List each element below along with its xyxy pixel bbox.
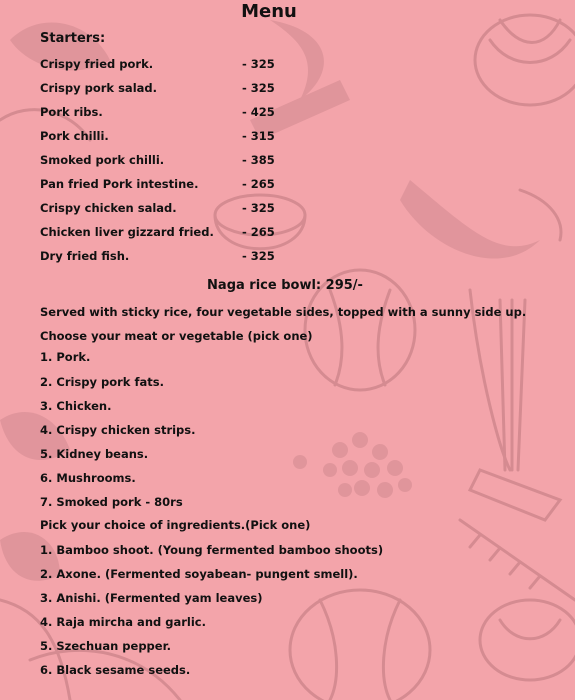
meat-option: 4. Crispy chicken strips. [40, 423, 196, 437]
ingredient-option: 6. Black sesame seeds. [40, 663, 191, 677]
rice-bowl-heading: Naga rice bowl: 295/- [207, 278, 363, 293]
meat-option: 3. Chicken. [40, 399, 112, 413]
starter-item-name: Chicken liver gizzard fried. [40, 225, 214, 239]
starter-item-name: Pork chilli. [40, 129, 109, 143]
meat-option: 2. Crispy pork fats. [40, 375, 164, 389]
ingredient-option: 1. Bamboo shoot. (Young fermented bamboo shoots) [40, 543, 384, 557]
starter-item-name: Crispy chicken salad. [40, 201, 177, 215]
ingredient-option: 2. Axone. (Fermented soyabean- pungent smell). [40, 567, 358, 581]
meat-option: 5. Kidney beans. [40, 447, 149, 461]
starter-item-price: - 325 [242, 249, 275, 263]
ingredient-option: 5. Szechuan pepper. [40, 639, 171, 653]
meat-option: 1. Pork. [40, 350, 91, 364]
starter-item-price: - 385 [242, 153, 275, 167]
starter-item-price: - 315 [242, 129, 275, 143]
starter-item-name: Pan fried Pork intestine. [40, 177, 199, 191]
starter-item-price: - 325 [242, 201, 275, 215]
ingredient-option: 4. Raja mircha and garlic. [40, 615, 206, 629]
starter-item-name: Pork ribs. [40, 105, 103, 119]
starter-item-name: Crispy pork salad. [40, 81, 157, 95]
meat-option: 6. Mushrooms. [40, 471, 136, 485]
starter-item-name: Dry fried fish. [40, 249, 130, 263]
starter-item-price: - 325 [242, 57, 275, 71]
meat-prompt: Choose your meat or vegetable (pick one) [40, 329, 313, 343]
starter-item-name: Crispy fried pork. [40, 57, 154, 71]
starter-item-price: - 425 [242, 105, 275, 119]
rice-bowl-description: Served with sticky rice, four vegetable sides, topped with a sunny side up. [40, 305, 527, 319]
starter-item-name: Smoked pork chilli. [40, 153, 165, 167]
meat-option: 7. Smoked pork - 80rs [40, 495, 183, 509]
starter-item-price: - 265 [242, 225, 275, 239]
menu-title: Menu [241, 1, 297, 22]
starter-item-price: - 325 [242, 81, 275, 95]
starters-heading: Starters: [40, 31, 106, 46]
starter-item-price: - 265 [242, 177, 275, 191]
ingredient-option: 3. Anishi. (Fermented yam leaves) [40, 591, 263, 605]
ingredient-prompt: Pick your choice of ingredients.(Pick one) [40, 518, 311, 532]
